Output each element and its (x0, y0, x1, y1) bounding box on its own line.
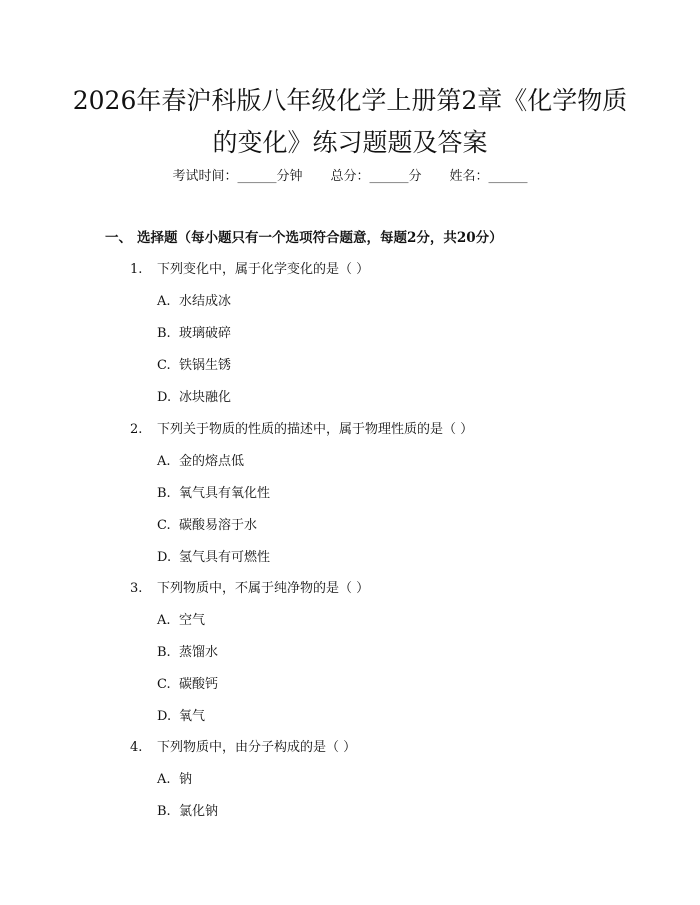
question-3 (130, 579, 369, 599)
option-letter: A. (157, 294, 171, 309)
question-number: 1. (130, 262, 143, 277)
option-letter: A. (157, 454, 171, 469)
option-letter: B. (157, 804, 171, 819)
question-text: 下列关于物质的性质的描述中，属于物理性质的是（ ） (157, 422, 474, 437)
option-text: 铁锅生锈 (179, 358, 232, 373)
option-letter: A. (157, 772, 171, 787)
option-text: 钠 (179, 772, 193, 787)
question-2 (130, 420, 473, 440)
question-2-option-b (157, 484, 270, 504)
option-text: 冰块融化 (179, 390, 232, 405)
section-number: 一、 (105, 230, 132, 246)
option-letter: C. (157, 358, 171, 373)
question-1 (130, 260, 369, 280)
option-text: 氧气具有氧化性 (179, 486, 271, 501)
option-text: 蒸馏水 (179, 645, 219, 660)
option-text: 金的熔点低 (179, 454, 245, 469)
question-text: 下列变化中，属于化学变化的是（ ） (157, 262, 370, 277)
question-3-option-b (157, 643, 218, 663)
question-2-option-d (157, 548, 270, 568)
question-3-option-d (157, 707, 205, 727)
question-3-option-a (157, 611, 205, 631)
option-text: 水结成冰 (179, 294, 232, 309)
exam-meta (0, 167, 700, 187)
student-name: 姓名：______ (449, 169, 528, 184)
option-letter: B. (157, 326, 171, 341)
option-letter: C. (157, 518, 171, 533)
question-text: 下列物质中，不属于纯净物的是（ ） (157, 581, 370, 596)
option-letter: B. (157, 486, 171, 501)
option-text: 碳酸钙 (179, 677, 219, 692)
question-number: 2. (130, 422, 143, 437)
option-text: 氢气具有可燃性 (179, 550, 271, 565)
option-text: 玻璃破碎 (179, 326, 232, 341)
question-number: 4. (130, 740, 143, 755)
option-text: 氯化钠 (179, 804, 219, 819)
question-text: 下列物质中，由分子构成的是（ ） (157, 740, 357, 755)
question-4-option-a (157, 770, 192, 790)
question-number: 3. (130, 581, 143, 596)
option-text: 氧气 (179, 709, 206, 724)
question-1-option-d (157, 388, 231, 408)
option-text: 空气 (179, 613, 206, 628)
question-1-option-c (157, 356, 231, 376)
question-3-option-c (157, 675, 218, 695)
option-letter: A. (157, 613, 171, 628)
section-title: 选择题（每小题只有一个选项符合题意，每题2分，共20分） (137, 230, 503, 246)
exam-time: 考试时间：______分钟 (172, 169, 303, 184)
question-2-option-a (157, 452, 244, 472)
option-letter: C. (157, 677, 171, 692)
question-2-option-c (157, 516, 257, 536)
question-4 (130, 738, 356, 758)
exam-total-score: 总分：______分 (330, 169, 422, 184)
option-text: 碳酸易溶于水 (179, 518, 258, 533)
question-1-option-b (157, 324, 231, 344)
question-4-option-b (157, 802, 218, 822)
section-heading (105, 228, 503, 248)
option-letter: D. (157, 390, 172, 405)
option-letter: D. (157, 709, 172, 724)
question-1-option-a (157, 292, 231, 312)
option-letter: B. (157, 645, 171, 660)
document-title: 2026年春沪科版八年级化学上册第2章《化学物质的变化》练习题题及答案 (72, 86, 628, 157)
option-letter: D. (157, 550, 172, 565)
